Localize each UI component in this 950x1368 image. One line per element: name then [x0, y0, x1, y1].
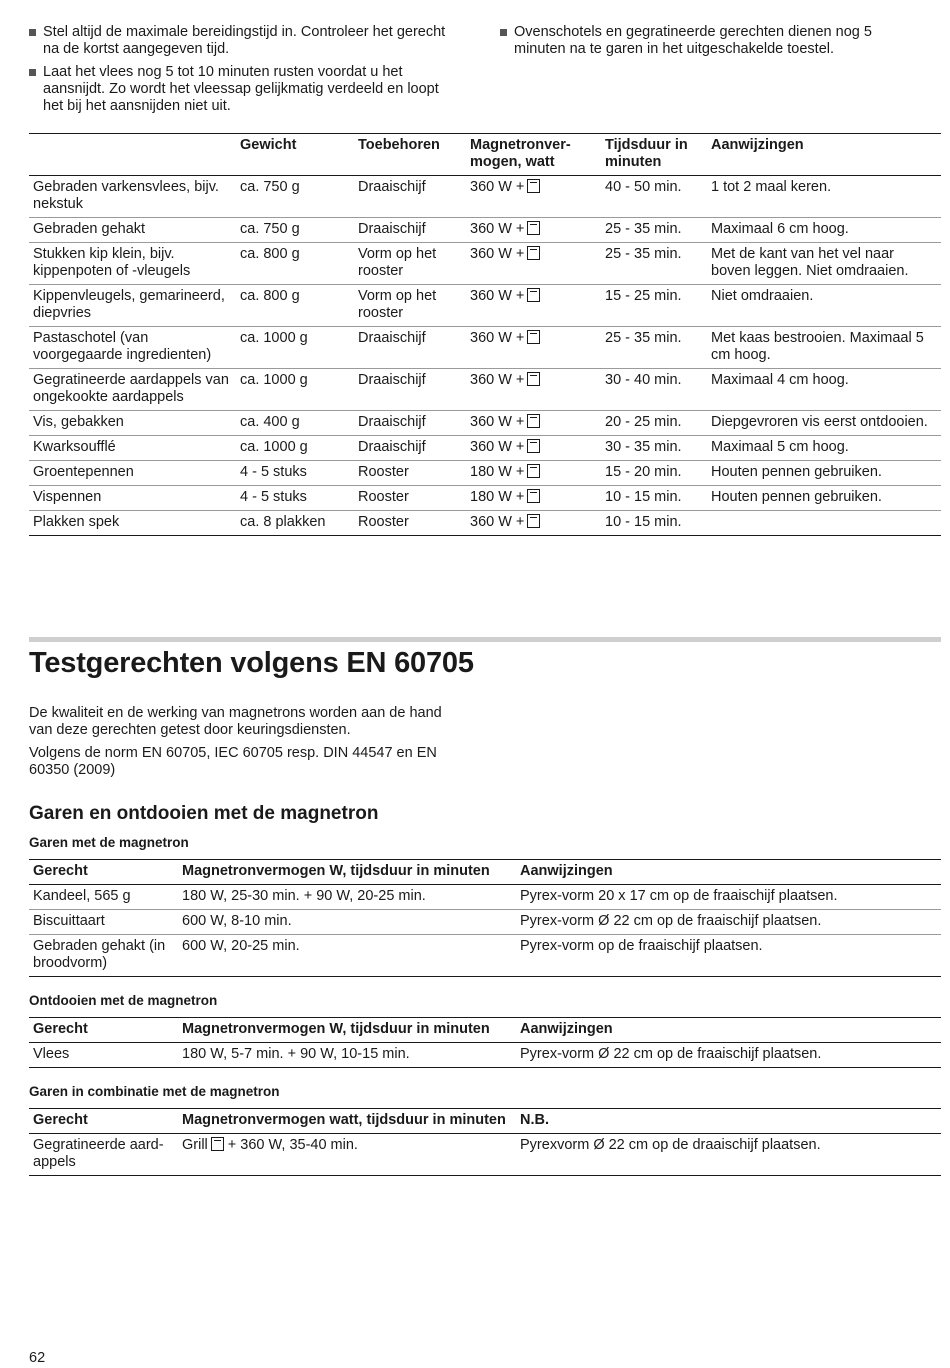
dish-cell: Kwarksoufflé [33, 439, 116, 455]
power-text: 360 W + [470, 221, 525, 237]
oven-grill-icon [527, 414, 540, 428]
notes-cell: 1 tot 2 maal keren. [711, 179, 832, 195]
norm-paragraph: Volgens de norm EN 60705, IEC 60705 resp. DIN 44547 en EN 60350 (2009) [29, 745, 437, 778]
table-row [29, 243, 941, 285]
dish-cell: Gebraden varkensvlees, bijv. nekstuk [33, 179, 219, 212]
accessory-cell: Draaischijf [358, 439, 426, 455]
table-heading-ontdooien: Ontdooien met de magnetron [29, 993, 218, 1008]
table-row [29, 176, 941, 218]
bullet-item [500, 24, 920, 58]
oven-grill-icon [527, 330, 540, 344]
intro-paragraph: De kwaliteit en de werking van magnetrons worden aan de hand van deze gerechten getest door keuringsdiensten. [29, 705, 442, 738]
time-cell: 20 - 25 min. [605, 414, 682, 430]
time-cell: 25 - 35 min. [605, 221, 682, 237]
weight-cell: ca. 400 g [240, 414, 300, 430]
page-number: 62 [29, 1350, 46, 1366]
bullet-square-icon [29, 29, 36, 36]
power-text: 360 W + [470, 372, 525, 388]
notes-cell: Houten pennen gebruiken. [711, 464, 882, 480]
weight-cell: ca. 1000 g [240, 439, 308, 455]
accessory-cell: Draaischijf [358, 414, 426, 430]
ontdooien-table [29, 1017, 941, 1068]
oven-grill-icon [527, 221, 540, 235]
table-row [29, 486, 941, 511]
power-cell [466, 218, 601, 243]
garen-table [29, 859, 941, 977]
dish-cell: Kippenvleugels, gemarineerd, diepvries [33, 288, 225, 321]
notes-cell: Met kaas bestrooien. Maximaal 5 cm hoog. [711, 330, 924, 363]
weight-cell: ca. 800 g [240, 246, 300, 262]
power-cell [466, 511, 601, 536]
column-header [178, 1109, 516, 1134]
column-header: Gewicht [240, 137, 297, 153]
table-row [29, 885, 941, 910]
power-text: 360 W + [470, 179, 525, 195]
power-cell [466, 461, 601, 486]
column-header: Gerecht [33, 1112, 88, 1128]
time-cell: 15 - 25 min. [605, 288, 682, 304]
power-text: 360 W + [470, 514, 525, 530]
intro-left-column [29, 24, 449, 121]
oven-grill-icon [527, 489, 540, 503]
table-row [29, 369, 941, 411]
power-cell [466, 285, 601, 327]
time-cell: 30 - 40 min. [605, 372, 682, 388]
column-header [29, 134, 236, 176]
cooking-table [29, 133, 941, 536]
power-time-cell: 180 W, 25-30 min. + 90 W, 20-25 min. [182, 888, 426, 904]
oven-grill-icon [527, 179, 540, 193]
oven-grill-icon [527, 464, 540, 478]
dish-cell: Vispennen [33, 489, 102, 505]
power-cell [466, 327, 601, 369]
intro-right-column [500, 24, 920, 64]
table-row [29, 511, 941, 536]
dish-cell: Gegratineerde aardappels [33, 1137, 164, 1170]
table-header-row [29, 860, 941, 885]
oven-grill-icon [527, 439, 540, 453]
weight-cell: 4 - 5 stuks [240, 489, 307, 505]
weight-cell: ca. 1000 g [240, 330, 308, 346]
power-cell [466, 369, 601, 411]
power-text: 360 W + [470, 330, 525, 346]
power-cell [466, 411, 601, 436]
grill-label: Grill [182, 1137, 208, 1153]
table-heading-combi: Garen in combinatie met de magnetron [29, 1084, 280, 1099]
dish-cell: Kandeel, 565 g [33, 888, 131, 904]
bullet-text: Ovenschotels en gegratineerde gerechten dienen nog 5 minuten na te garen in het uitgeschakelde toestel. [514, 24, 872, 57]
bullet-text: Stel altijd de maximale bereidingstijd in. Controleer het gerecht na de kortst aangegeven tijd. [43, 24, 446, 57]
notes-cell: Pyrex-vorm Ø 22 cm op de fraaischijf plaatsen. [520, 913, 822, 929]
table-row [29, 910, 941, 935]
bullet-square-icon [29, 69, 36, 76]
weight-cell: ca. 750 g [240, 179, 300, 195]
column-header: Toebehoren [358, 137, 440, 153]
time-cell: 25 - 35 min. [605, 330, 682, 346]
cooking-table-body [29, 176, 941, 536]
power-text: 360 W + [470, 439, 525, 455]
dish-cell: Biscuittaart [33, 913, 105, 929]
table-row [29, 411, 941, 436]
time-cell: 30 - 35 min. [605, 439, 682, 455]
dish-cell: Gebraden gehakt (in broodvorm) [33, 938, 166, 971]
accessory-cell: Rooster [358, 464, 409, 480]
notes-cell: Maximaal 6 cm hoog. [711, 221, 849, 237]
power-time-cell: 180 W, 5-7 min. + 90 W, 10-15 min. [182, 1046, 410, 1062]
notes-cell: Met de kant van het vel naar boven leggen. Niet omdraaien. [711, 246, 909, 279]
accessory-cell: Draaischijf [358, 221, 426, 237]
column-header: Magnetronvermogen W, tijdsduur in minuten [182, 863, 490, 879]
section-divider [29, 637, 941, 642]
table-heading-garen: Garen met de magnetron [29, 835, 189, 850]
column-header: Tijdsduur in minuten [605, 137, 688, 170]
accessory-cell: Vorm op het rooster [358, 246, 437, 279]
table-row [29, 935, 941, 977]
weight-cell: ca. 800 g [240, 288, 300, 304]
dish-cell: Gegratineerde aardappels van ongekookte aardappels [33, 372, 229, 405]
table-row [29, 218, 941, 243]
time-cell: 10 - 15 min. [605, 489, 682, 505]
column-header: Gerecht [33, 863, 88, 879]
power-text: 360 W + [470, 246, 525, 262]
table-row [29, 1134, 941, 1176]
dish-cell: Gebraden gehakt [33, 221, 146, 237]
table-row [29, 436, 941, 461]
subsection-title: Garen en ontdooien met de magnetron [29, 803, 379, 824]
oven-grill-icon [527, 246, 540, 260]
notes-cell: Pyrex-vorm Ø 22 cm op de fraaischijf plaatsen. [520, 1046, 822, 1062]
oven-grill-icon [527, 372, 540, 386]
column-header: Aanwijzingen [711, 137, 804, 153]
column-header-text: Magnetronvermogen watt, tijdsduur in minuten [182, 1112, 506, 1128]
weight-cell: 4 - 5 stuks [240, 464, 307, 480]
power-time-cell: 600 W, 8-10 min. [182, 913, 292, 929]
column-header: Aanwijzingen [520, 1021, 613, 1037]
notes-cell: Pyrexvorm Ø 22 cm op de draaischijf plaatsen. [520, 1137, 821, 1153]
dish-cell: Plakken spek [33, 514, 120, 530]
power-cell [466, 176, 601, 218]
power-time-text: + 360 W, 35-40 min. [227, 1137, 358, 1153]
notes-cell: Maximaal 4 cm hoog. [711, 372, 849, 388]
accessory-cell: Draaischijf [358, 372, 426, 388]
bullet-text: Laat het vlees nog 5 tot 10 minuten rusten voordat u het aansnijdt. Zo wordt het vleessap gelijkmatig verdeeld en loopt het bij het aansnijden niet uit. [43, 64, 439, 114]
table-header-row [29, 134, 941, 176]
column-header: Gerecht [33, 1021, 88, 1037]
table-header-row [29, 1109, 941, 1134]
dish-cell: Vis, gebakken [33, 414, 124, 430]
notes-cell: Pyrex-vorm 20 x 17 cm op de fraaischijf plaatsen. [520, 888, 838, 904]
dish-cell: Vlees [33, 1046, 70, 1062]
table-row [29, 285, 941, 327]
accessory-cell: Rooster [358, 489, 409, 505]
bullet-item [29, 24, 449, 58]
weight-cell: ca. 1000 g [240, 372, 308, 388]
bullet-item [29, 64, 449, 115]
power-text: 180 W + [470, 489, 525, 505]
oven-grill-icon [527, 514, 540, 528]
column-header: Magnetronvermogen, watt [470, 137, 571, 170]
notes-cell: Maximaal 5 cm hoog. [711, 439, 849, 455]
table-row [29, 327, 941, 369]
table-header-row [29, 1018, 941, 1043]
table-row [29, 461, 941, 486]
notes-cell: Pyrex-vorm op de fraaischijf plaatsen. [520, 938, 763, 954]
dish-cell: Pastaschotel (van voorgegaarde ingredienten) [33, 330, 212, 363]
power-cell [466, 436, 601, 461]
combi-table [29, 1108, 941, 1176]
oven-grill-icon [527, 288, 540, 302]
power-cell [466, 486, 601, 511]
notes-cell: Niet omdraaien. [711, 288, 814, 304]
column-header: Magnetronvermogen W, tijdsduur in minuten [182, 1021, 490, 1037]
time-cell: 10 - 15 min. [605, 514, 682, 530]
accessory-cell: Draaischijf [358, 179, 426, 195]
power-text: 360 W + [470, 414, 525, 430]
time-cell: 25 - 35 min. [605, 246, 682, 262]
time-cell: 15 - 20 min. [605, 464, 682, 480]
section-title: Testgerechten volgens EN 60705 [29, 647, 474, 679]
accessory-cell: Vorm op het rooster [358, 288, 437, 321]
power-time-cell: 600 W, 20-25 min. [182, 938, 300, 954]
oven-grill-icon [211, 1137, 224, 1151]
notes-cell [707, 511, 941, 536]
notes-cell: Houten pennen gebruiken. [711, 489, 882, 505]
time-cell: 40 - 50 min. [605, 179, 682, 195]
column-header: Aanwijzingen [520, 863, 613, 879]
power-text: 180 W + [470, 464, 525, 480]
column-header: N.B. [520, 1112, 549, 1128]
accessory-cell: Rooster [358, 514, 409, 530]
table-row [29, 1043, 941, 1068]
weight-cell: ca. 8 plakken [240, 514, 326, 530]
power-text: 360 W + [470, 288, 525, 304]
power-cell [466, 243, 601, 285]
dish-cell: Stukken kip klein, bijv. kippenpoten of -vleugels [33, 246, 191, 279]
notes-cell: Diepgevroren vis eerst ontdooien. [711, 414, 928, 430]
dish-cell: Groentepennen [33, 464, 134, 480]
power-time-cell [178, 1134, 516, 1176]
weight-cell: ca. 750 g [240, 221, 300, 237]
accessory-cell: Draaischijf [358, 330, 426, 346]
bullet-square-icon [500, 29, 507, 36]
